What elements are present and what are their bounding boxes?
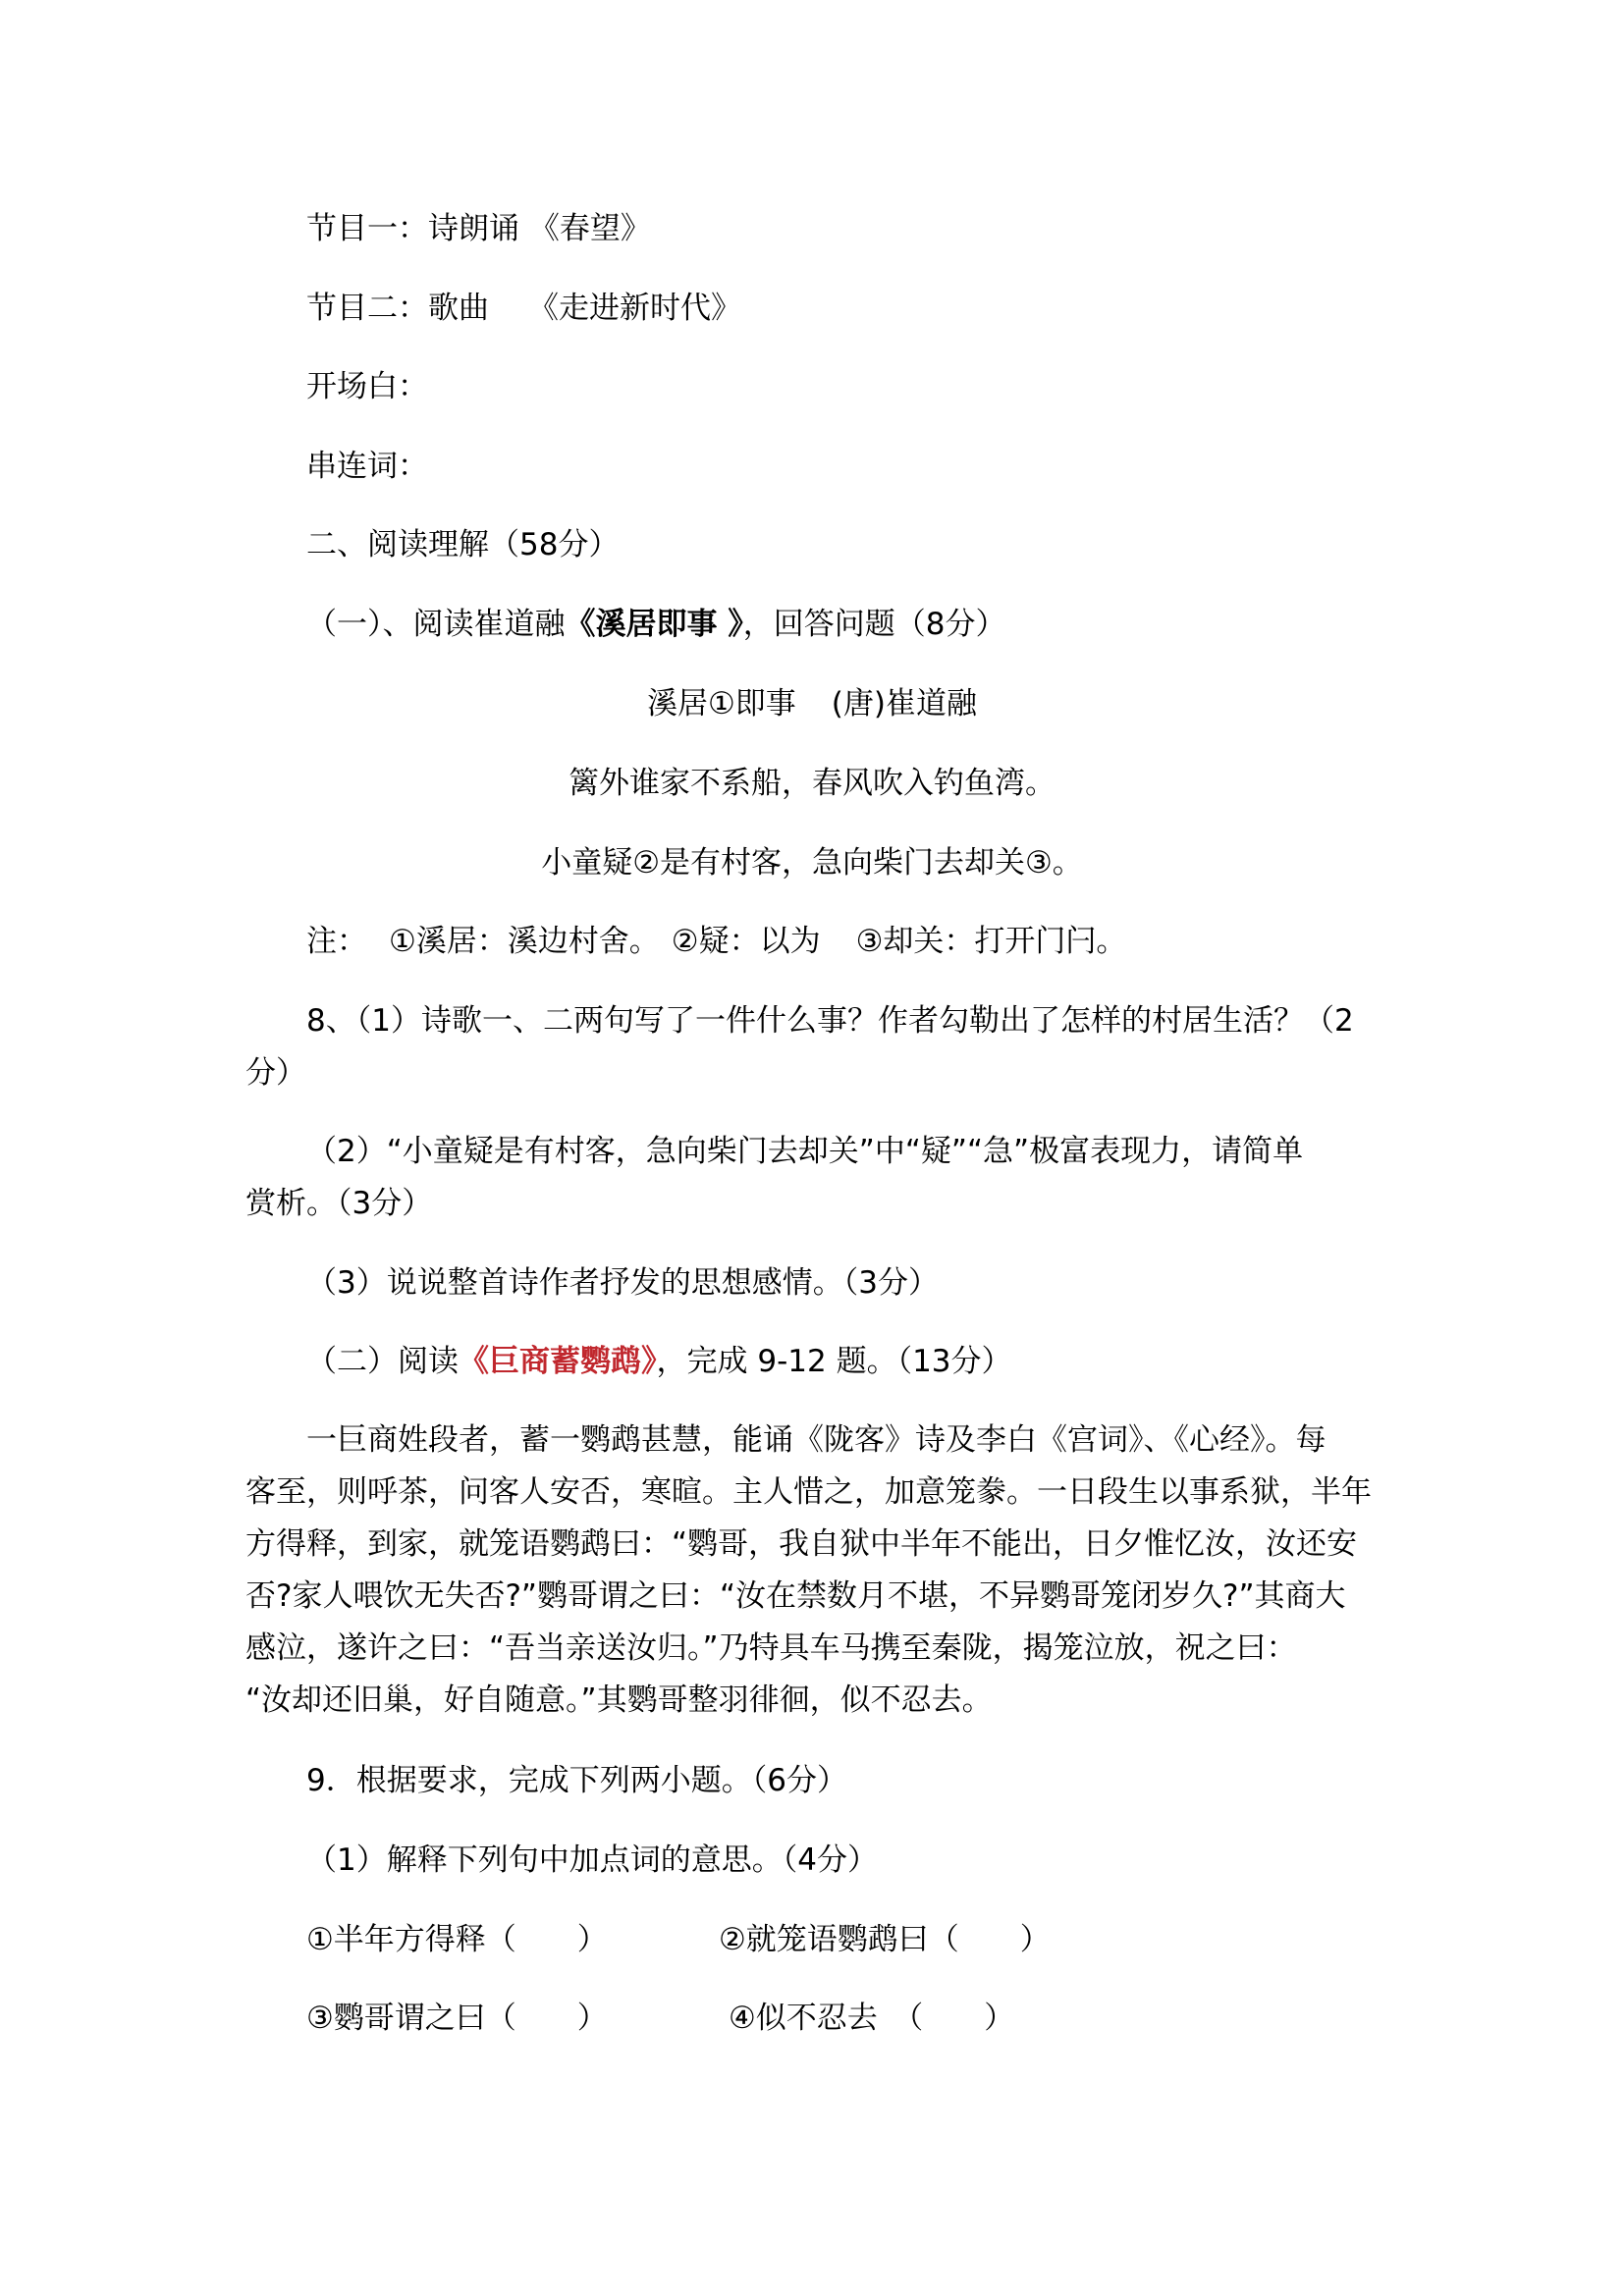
part2-suffix: ，完成 9-12 题。（13分） bbox=[656, 1344, 1012, 1379]
note-3: ③却关：打开门闩。 bbox=[855, 924, 1127, 959]
part2-prefix: （二）阅读 bbox=[306, 1344, 459, 1379]
poem-author: (唐)崔道融 bbox=[831, 686, 977, 721]
vocab-item-4: ④似不忍去 （ ） bbox=[729, 2001, 1015, 2036]
program-2 bbox=[306, 282, 741, 335]
question-8-1: 8、（1）诗歌一、二两句写了一件什么事？作者勾勒出了怎样的村居生活？（2 bbox=[306, 1003, 1354, 1039]
notes-label: 注： bbox=[306, 924, 367, 959]
note-1: ①溪居：溪边村舍。 bbox=[389, 924, 660, 959]
part2-title: 《巨商蓄鹦鹉》 bbox=[459, 1344, 657, 1379]
passage-line-1: 一巨商姓段者，蓄一鹦鹉甚慧，能诵《陇客》诗及李白《宫词》、《心经》。每 bbox=[306, 1422, 1326, 1458]
passage-line-6: “汝却还旧巢，好自随意。”其鹦哥整羽徘徊，似不忍去。 bbox=[245, 1682, 993, 1718]
poem-notes bbox=[306, 915, 1126, 968]
part1-heading bbox=[306, 598, 1006, 651]
question-8-2: （2）“小童疑是有村客，急向柴门去却关”中“疑”“急”极富表现力，请简单 bbox=[306, 1134, 1304, 1169]
vocab-item-1: ①半年方得释（ ） bbox=[306, 1922, 608, 1957]
poem-heading bbox=[0, 677, 1624, 730]
section-heading-reading: 二、阅读理解（58分） bbox=[306, 527, 620, 562]
program-2-label: 节目二：歌曲 bbox=[306, 291, 489, 326]
opening-remarks: 开场白： bbox=[306, 369, 428, 404]
part1-prefix: （一）、阅读崔道融 bbox=[306, 607, 566, 642]
poem-line-1: 篱外谁家不系船，春风吹入钓鱼湾。 bbox=[568, 766, 1056, 801]
question-8-2-cont: 赏析。（3分） bbox=[245, 1186, 433, 1221]
linking-words: 串连词： bbox=[306, 449, 428, 484]
poem-title: 溪居①即事 bbox=[647, 686, 796, 721]
question-9: 9．根据要求，完成下列两小题。（6分） bbox=[306, 1763, 847, 1798]
passage-line-2: 客至，则呼茶，问客人安否，寒暄。主人惜之，加意笼豢。一日段生以事系狱，半年 bbox=[245, 1474, 1372, 1510]
passage-line-3: 方得释，到家，就笼语鹦鹉曰：“鹦哥，我自狱中半年不能出，日夕惟忆汝，汝还安 bbox=[245, 1526, 1358, 1562]
poem-line-2: 小童疑②是有村客，急向柴门去却关③。 bbox=[541, 845, 1083, 881]
passage-line-4: 否?家人喂饮无失否?”鹦哥谓之曰：“汝在禁数月不堪，不异鹦哥笼闭岁久?”其商大 bbox=[245, 1578, 1346, 1614]
vocab-item-3: ③鹦哥谓之曰（ ） bbox=[306, 2001, 608, 2036]
part1-suffix: ，回答问题（8分） bbox=[742, 607, 1006, 642]
question-9-1: （1）解释下列句中加点词的意思。（4分） bbox=[306, 1842, 878, 1878]
note-2: ②疑：以为 bbox=[671, 924, 821, 959]
program-2-title: 《走进新时代》 bbox=[528, 291, 741, 326]
question-8-1-cont: 分） bbox=[245, 1055, 306, 1091]
part1-title: 《溪居即事 》 bbox=[565, 607, 743, 642]
passage-line-5: 感泣，遂许之曰：“吾当亲送汝归。”乃特具车马携至秦陇，揭笼泣放，祝之曰： bbox=[245, 1630, 1297, 1666]
program-1: 节目一：诗朗诵 《春望》 bbox=[306, 211, 651, 246]
question-8-3: （3）说说整首诗作者抒发的思想感情。（3分） bbox=[306, 1265, 939, 1301]
vocab-item-2: ②就笼语鹦鹉曰（ ） bbox=[719, 1922, 1051, 1957]
part2-heading bbox=[306, 1335, 1012, 1388]
